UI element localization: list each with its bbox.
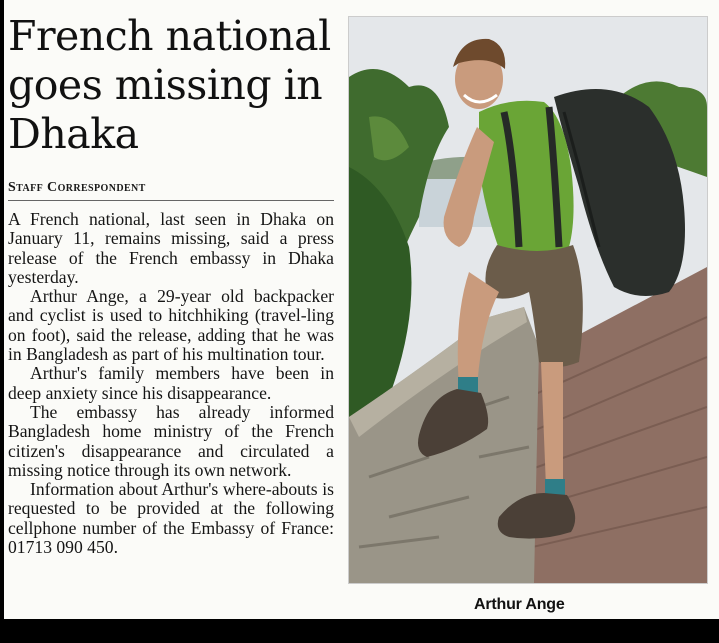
- newspaper-clipping: [4, 0, 719, 619]
- article-paragraph: A French national, last seen in Dhaka on January 11, remains missing, said a press release of the French embassy in Dhaka yesterday.: [8, 209, 334, 287]
- article-body: [8, 210, 334, 557]
- article-paragraph: The embassy has already informed Bangladesh home ministry of the French citizen's disappearance and circulated a missing notice through its own network.: [8, 401, 334, 480]
- byline-divider: [8, 200, 334, 201]
- article-paragraph: Information about Arthur's where-abouts is requested to be provided at the following cellphone number of the Embassy of France: 01713 090 450.: [8, 479, 334, 558]
- byline: Staff Correspondent: [8, 180, 146, 195]
- news-photo: [348, 16, 708, 584]
- article-paragraph: Arthur Ange, a 29-year old backpacker and cyclist is used to hitchhiking (travel-ling on foot), said the release, adding that he was in Bangladesh as part of his multination tour.: [8, 286, 334, 365]
- photo-caption: Arthur Ange: [474, 596, 565, 613]
- headline: French national goes missing in Dhaka: [8, 12, 331, 158]
- article-paragraph: Arthur's family members have been in deep anxiety since his disappearance.: [8, 363, 334, 403]
